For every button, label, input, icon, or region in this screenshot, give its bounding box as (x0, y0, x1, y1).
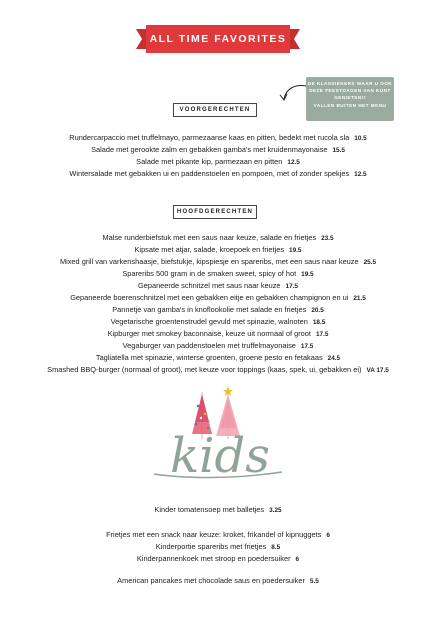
item-name: Frietjes met een snack naar keuze: kroket, frikandel of kipnuggets (106, 530, 322, 539)
item-name: Kinderpannenkoek met stroop en poedersuiker (136, 554, 291, 563)
note-line: VALLEN BUITEN HET MENU (313, 102, 387, 108)
menu-item (0, 352, 436, 363)
item-name: Vegetarische groentenstrudel gevuld met spinazie, walnoten (110, 317, 308, 326)
item-name: Malse runderbiefstuk met een saus naar keuze, salade en frietjes (102, 233, 317, 242)
item-name: Salade met gerookte zalm en gebakken gamba's met kruidenmayonaise (91, 145, 328, 154)
menu-item (0, 364, 436, 375)
item-price: 12.5 (354, 171, 367, 178)
menu-item (0, 280, 436, 291)
item-name: American pancakes met chocolade saus en poedersuiker (117, 576, 305, 585)
menu-item (0, 144, 436, 155)
menu-item (0, 232, 436, 243)
kids-script-graphic (150, 422, 290, 492)
item-name: Smashed BBQ-burger (normaal of groot), met keuze voor toppings (kaas, spek, ui, gebakken ei) (47, 365, 362, 374)
menu-item (0, 304, 436, 315)
item-price: 19.5 (301, 271, 314, 278)
item-price: 17.5 (300, 343, 314, 350)
item-name: Pannetje van gamba's in knoflookolie met salade en frietjes (112, 305, 307, 314)
item-price: 23.5 (321, 235, 334, 242)
menu-item (0, 541, 436, 552)
kids-title (150, 422, 290, 492)
item-name: Salade met pikante kip, parmezaan en pitten (136, 157, 283, 166)
item-price: 19.5 (289, 247, 302, 254)
menu-item (0, 156, 436, 167)
menu-item (0, 553, 436, 564)
menu-item (0, 529, 436, 540)
item-price: 18.5 (312, 319, 326, 326)
item-name: Mixed grill van varkenshaasje, biefstukje, kipspiesje en spareribs, met een saus naar keuze (59, 257, 359, 266)
section-heading-hoofdgerechten: HOOFDGERECHTEN (173, 205, 257, 219)
item-name: Kipsate met atjar, salade, kroepoek en frietjes (134, 245, 285, 254)
item-name: Kinderportie spareribs met frietjes (155, 542, 267, 551)
note-line: DEZE FEESTDAGEN VAN KUNT (309, 88, 391, 94)
item-price: 6 (295, 556, 300, 563)
menu-item (0, 132, 436, 143)
item-name: Gepaneerde boerenschnitzel met een gebakken eitje en gebakken champignon en ui (70, 293, 349, 302)
menu-item (0, 244, 436, 255)
item-price: 8.5 (271, 544, 281, 551)
item-price: 3.25 (269, 507, 282, 514)
menu-item (0, 575, 436, 586)
item-name: Spareribs 500 gram in de smaken sweet, spicy of hot (122, 269, 297, 278)
item-price: 25.5 (363, 259, 377, 266)
menu-item (0, 316, 436, 327)
item-name: Wintersalade met gebakken ui en paddenstoelen en pompoen, met of zonder spekjes (69, 169, 350, 178)
note-line: DE KLASSIEKERS WAAR U OOK (307, 81, 393, 86)
menu-item (0, 268, 436, 279)
item-name: Vegaburger van paddenstoelen met truffelmayonaise (122, 341, 296, 350)
item-name: Tagliatella met spinazie, winterse groenten, groene pesto en fetakaas (95, 353, 323, 362)
item-price: VA 17.5 (366, 367, 389, 374)
section-heading-voorgerechten: VOORGERECHTEN (173, 103, 257, 117)
page-title: ALL TIME FAVORITES (149, 33, 287, 45)
title-banner (136, 25, 300, 53)
item-price: 20.5 (311, 307, 324, 314)
info-note (306, 77, 394, 121)
item-price: 12.5 (287, 159, 300, 166)
item-price: 5.5 (309, 578, 319, 585)
kids-title-text: kids (170, 428, 270, 484)
item-price: 21.5 (353, 295, 366, 302)
item-price: 17.5 (315, 331, 329, 338)
menu-item (0, 340, 436, 351)
item-price: 10.5 (354, 135, 367, 142)
item-name: Rundercarpaccio met truffelmayo, parmezaanse kaas en pitten, bedekt met rucola sla (69, 133, 350, 142)
menu-item (0, 168, 436, 179)
item-price: 17.5 (285, 283, 298, 290)
note-line: GENIETEN!! (334, 95, 366, 101)
menu-item (0, 504, 436, 515)
curved-arrow-icon (276, 82, 310, 104)
item-name: Gepaneerde schnitzel met saus naar keuze (137, 281, 281, 290)
item-price: 24.5 (327, 355, 341, 362)
menu-item (0, 256, 436, 267)
menu-item (0, 328, 436, 339)
item-price: 15.5 (332, 147, 345, 154)
item-name: Kipburger met smokey baconnaise, keuze uit normaal of groot (107, 329, 311, 338)
item-name: Kinder tomatensoep met balletjes (154, 505, 265, 514)
menu-item (0, 292, 436, 303)
item-price: 6 (326, 532, 330, 539)
